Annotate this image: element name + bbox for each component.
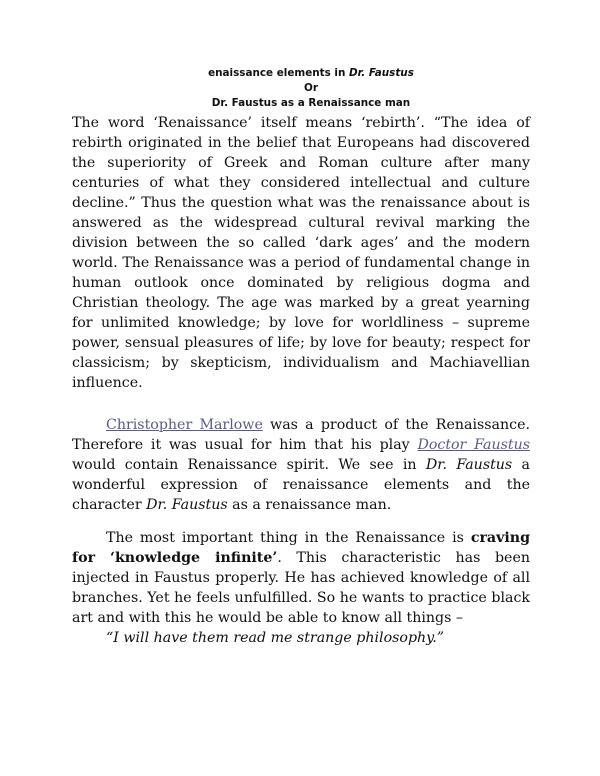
title-line-3: Dr. Faustus as a Renaissance man [211, 97, 411, 109]
paragraph-knowledge-text-2: . This characteristic has been injected in Faustus properly. He has achieved knowledge of all branches. Yet he feels unfulfilled. So he wants to practice black art and with this he would be able to know all things – [72, 550, 530, 626]
link-doctor-faustus[interactable] [417, 437, 530, 453]
paragraph-marlowe-text-2: would contain Renaissance spirit. We see in [72, 457, 426, 473]
paragraph-marlowe-text-3: a wonderful expression of renaissance elements and the character [72, 457, 531, 513]
paragraph-renaissance-definition: The word ‘Renaissance’ itself means ‘rebirth’. “The idea of rebirth originated in the belief that Europeans had discovered the superiority of Greek and Roman culture after many centuries of what they considered intellectual and culture decline.” Thus the question what was the renaissance about is answered as the widespread cultural revival marking the division between the so called ‘dark ages’ and the modern world. The Renaissance was a period of fundamental change in human outlook once dominated by religious dogma and Christian theology. The age was marked by a great yearning for unlimited knowledge; by love for worldliness – supreme power, sensual pleasures of life; by love for beauty; respect for classicism; by skepticism, individualism and Machiavellian influence. [72, 115, 530, 391]
emphasis-dr-faustus-1: Dr. Faustus [425, 457, 513, 473]
link-doctor-faustus-label: Doctor Faustus [417, 437, 530, 453]
bold-knowledge-infinite: craving for ‘knowledge infinite’ [72, 530, 530, 566]
quote-strange-philosophy: “I will have them read me strange philosophy.” [106, 630, 445, 646]
title-line-1 [92, 66, 530, 81]
paragraph-marlowe-text-1: was a product of the Renaissance. Therefore it was usual for him that his play [72, 417, 530, 453]
title-block [92, 66, 530, 111]
title-emphasis: Dr. Faustus [349, 67, 414, 79]
link-christopher-marlowe[interactable]: Christopher Marlowe [106, 417, 263, 433]
title-line-2: Or [304, 82, 318, 94]
title-prefix: enaissance elements in [208, 67, 349, 79]
document-page [72, 66, 530, 648]
paragraph-knowledge-text-1: The most important thing in the Renaissance is [106, 530, 471, 546]
paragraph-knowledge-infinite [72, 528, 530, 628]
emphasis-dr-faustus-2: Dr. Faustus [146, 497, 228, 513]
paragraph-marlowe-text-4: as a renaissance man. [227, 497, 392, 513]
paragraph-marlowe [72, 415, 530, 515]
